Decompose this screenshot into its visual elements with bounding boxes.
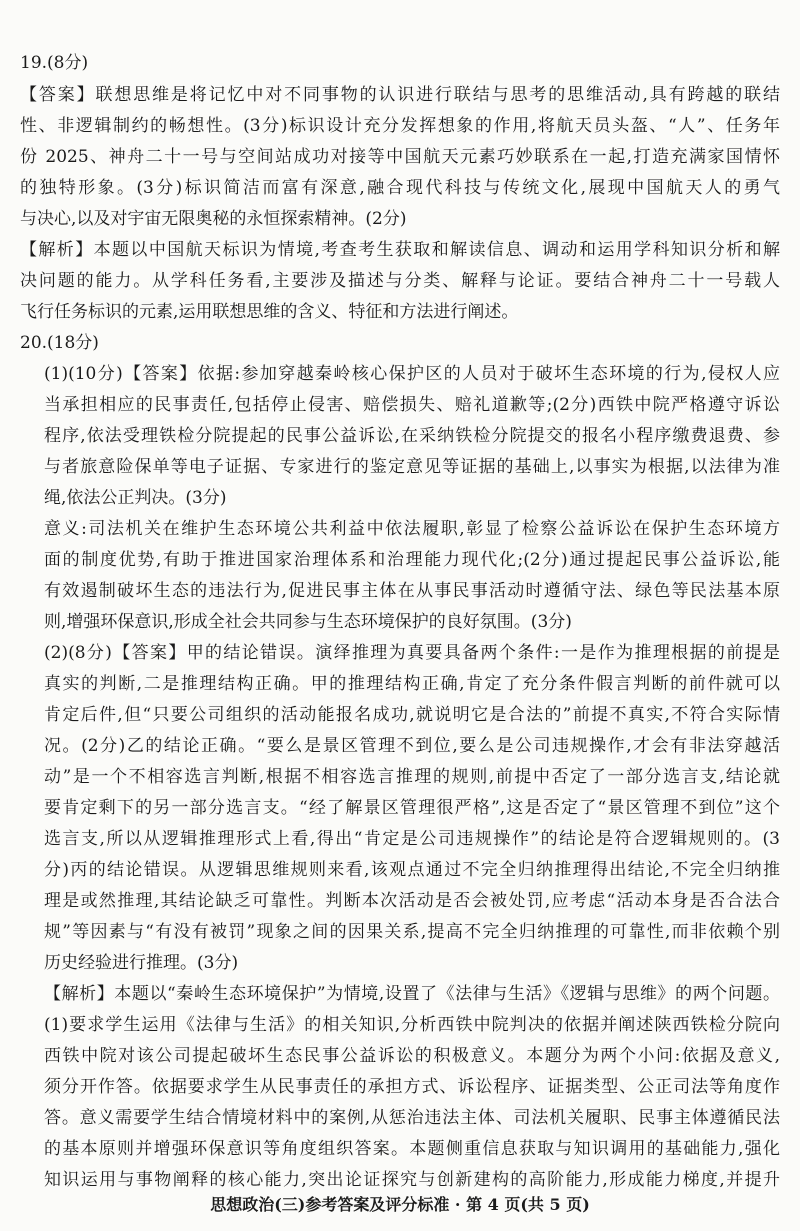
q19-line-5: 与决心,以及对宇宙无限奥秘的永恒探索精神。(2分) [20,209,407,229]
q20-line-27: 知识运用与事物阐释的核心能力,突出论证探究与创新建构的高阶能力,形成能力梯度,并提升 [44,1170,780,1190]
q20-line-10: (2)(8分)【答案】甲的结论错误。演绎推理为真要具备两个条件:一是作为推理根据的前提是 [44,643,780,663]
q20-line-25: 答。意义需要学生结合情境材料中的案例,从惩治违法主体、司法机关履职、民事主体遵循民法 [44,1108,780,1128]
q20-line-7: 面的制度优势,有助于推进国家治理体系和治理能力现代化;(2分)通过提起民事公益诉讼,能 [44,550,780,570]
q20-line-21: 【解析】本题以“秦岭生态环境保护”为情境,设置了《法律与生活》《逻辑与思维》的两个问题。 [44,984,780,1004]
q20-line-6: 意义:司法机关在维护生态环境公共利益中依法履职,彰显了检察公益诉讼在保护生态环境方 [44,519,780,539]
q19-line-6: 【解析】本题以中国航天标识为情境,考查考生获取和解读信息、调动和运用学科知识分析和解 [20,240,780,260]
q20-line-1: (1)(10分)【答案】依据:参加穿越秦岭核心保护区的人员对于破坏生态环境的行为,侵权人应 [44,364,780,384]
q20-line-3: 程序,依法受理铁检分院提起的民事公益诉讼,在采纳铁检分院提交的报名小程序缴费退费、参 [44,426,780,446]
q20-line-2: 当承担相应的民事责任,包括停止侵害、赔偿损失、赔礼道歉等;(2分)西铁中院严格遵守诉讼 [44,395,780,415]
q19-line-8: 飞行任务标识的元素,运用联想思维的含义、特征和方法进行阐述。 [20,302,519,322]
q20-line-23: 西铁中院对该公司提起破坏生态民事公益诉讼的积极意义。本题分为两个小问:依据及意义, [44,1046,780,1066]
page-footer: 思想政治(三)参考答案及评分标准 · 第 4 页(共 5 页) [210,1195,590,1214]
q19-line-2: 性、非逻辑制约的畅想性。(3分)标识设计充分发挥想象的作用,将航天员头盔、“人”、任务年 [20,116,780,136]
q20-line-14: 动”是一个不相容选言判断,根据不相容选言推理的规则,前提中否定了一部分选言支,结论就 [44,767,780,787]
q20-line-4: 与者旅意险保单等电子证据、专家进行的鉴定意见等证据的基础上,以事实为根据,以法律为准 [44,457,780,477]
q20-line-8: 有效遏制破坏生态的违法行为,促进民事主体在从事民事活动时遵循守法、绿色等民法基本原 [44,581,780,601]
q19-line-4: 的独特形象。(3分)标识简洁而富有深意,融合现代科技与传统文化,展现中国航天人的勇气 [20,178,780,198]
q20-header: 20.(18分) [20,333,99,353]
q19-line-1: 【答案】联想思维是将记忆中对不同事物的认识进行联结与思考的思维活动,具有跨越的联结 [20,85,780,105]
q20-line-20: 历史经验进行推理。(3分) [44,953,239,973]
q20-line-15: 要肯定剩下的另一部分选言支。“经了解景区管理很严格”,这是否定了“景区管理不到位”这个 [44,798,780,818]
q20-line-11: 真实的判断,二是推理结构正确。甲的推理结构正确,肯定了充分条件假言判断的前件就可以 [44,674,780,694]
q19-header: 19.(8分) [20,53,89,73]
q20-line-26: 的基本原则并增强环保意识等角度组织答案。本题侧重信息获取与知识调用的基础能力,强化 [44,1139,780,1159]
q20-line-9: 则,增强环保意识,形成全社会共同参与生态环境保护的良好氛围。(3分) [44,612,572,632]
q20-line-5: 绳,依法公正判决。(3分) [44,488,227,508]
q20-line-13: 况。(2分)乙的结论正确。“要么是景区管理不到位,要么是公司违规操作,才会有非法穿越活 [44,736,780,756]
q20-line-16: 选言支,所以从逻辑推理形式上看,得出“肯定是公司违规操作”的结论是符合逻辑规则的。(3 [44,829,780,849]
q20-line-18: 理是或然推理,其结论缺乏可靠性。判断本次活动是否会被处罚,应考虑“活动本身是否合法合 [44,891,780,911]
q20-line-12: 肯定后件,但“只要公司组织的活动能报名成功,就说明它是合法的”前提不真实,不符合实际情 [44,705,780,725]
q20-line-22: (1)要求学生运用《法律与生活》的相关知识,分析西铁中院判决的依据并阐述陕西铁检分院向 [44,1015,780,1035]
q20-line-19: 规”等因素与“有没有被罚”现象之间的因果关系,提高不完全归纳推理的可靠性,而非依赖个别 [44,922,780,942]
q20-line-17: 分)丙的结论错误。从逻辑思维规则来看,该观点通过不完全归纳推理得出结论,不完全归纳推 [44,860,780,880]
q20-line-24: 须分开作答。依据要求学生从民事责任的承担方式、诉讼程序、证据类型、公正司法等角度作 [44,1077,780,1097]
q19-line-7: 决问题的能力。从学科任务看,主要涉及描述与分类、解释与论证。要结合神舟二十一号载人 [20,271,780,291]
q19-line-3: 份 2025、神舟二十一号与空间站成功对接等中国航天元素巧妙联系在一起,打造充满家国情怀 [20,147,780,167]
